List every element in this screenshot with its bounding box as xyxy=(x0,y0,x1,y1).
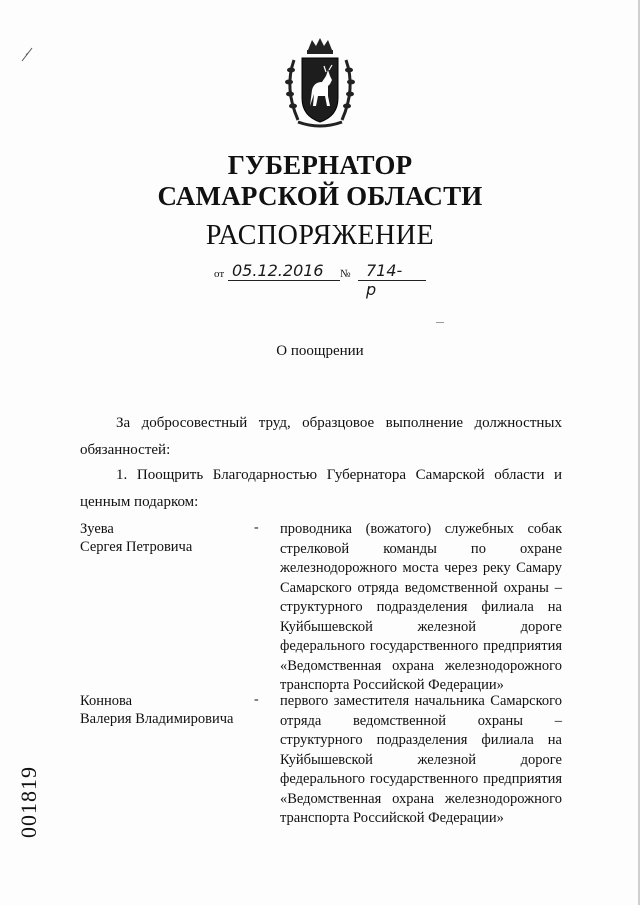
organization-title xyxy=(0,150,640,212)
awardee-given-name: Сергея Петровича xyxy=(80,539,193,555)
awardee-position: первого заместителя начальника Самарского отряда ведомственной охраны – структурного подразделения филиала на Куйбышевской железной дороге федерального государственного предприятия «Ведомственная охрана железнодорожного транспорта Российской Федерации» xyxy=(280,693,562,826)
org-title-line1: ГУБЕРНАТОР xyxy=(227,150,413,180)
registry-stamp-number: 001819 xyxy=(16,766,41,838)
awardee-dash: - xyxy=(254,520,259,535)
org-title-line2: САМАРСКОЙ ОБЛАСТИ xyxy=(157,181,483,211)
awardee-given-name: Валерия Владимировича xyxy=(80,711,234,727)
number-value: 714-р xyxy=(366,261,403,299)
item-1-paragraph: 1. Поощрить Благодарностью Губернатора Самарской области и ценным подарком: xyxy=(80,467,562,510)
awardee-name xyxy=(80,520,192,556)
date-label: от xyxy=(214,268,225,280)
awardee-surname: Коннова xyxy=(80,693,133,709)
scan-dot xyxy=(436,322,444,323)
date-value: 05.12.2016 xyxy=(232,261,324,280)
awardee-surname: Зуева xyxy=(80,521,114,537)
date-underline xyxy=(228,280,340,281)
coat-of-arms-icon xyxy=(280,36,360,132)
number-label: № xyxy=(340,268,351,280)
awardee-name xyxy=(80,692,233,728)
scan-mark-icon xyxy=(20,46,34,62)
awardee-dash: - xyxy=(254,692,259,707)
preamble-paragraph: За добросовестный труд, образцовое выполнение должностных обязанностей: xyxy=(80,415,562,458)
document-subject: О поощрении xyxy=(276,343,364,359)
document-type: РАСПОРЯЖЕНИЕ xyxy=(205,220,435,251)
awardee-position: проводника (вожатого) служебных собак стрелковой команды по охране железнодорожного моста через реку Самару Самарского отряда ведомственной охраны – структурного подразделения филиала на Куйбышевской железной дороге федерального государственного предприятия «Ведомственная охрана железнодорожного транспорта Российской Федерации» xyxy=(280,521,562,693)
